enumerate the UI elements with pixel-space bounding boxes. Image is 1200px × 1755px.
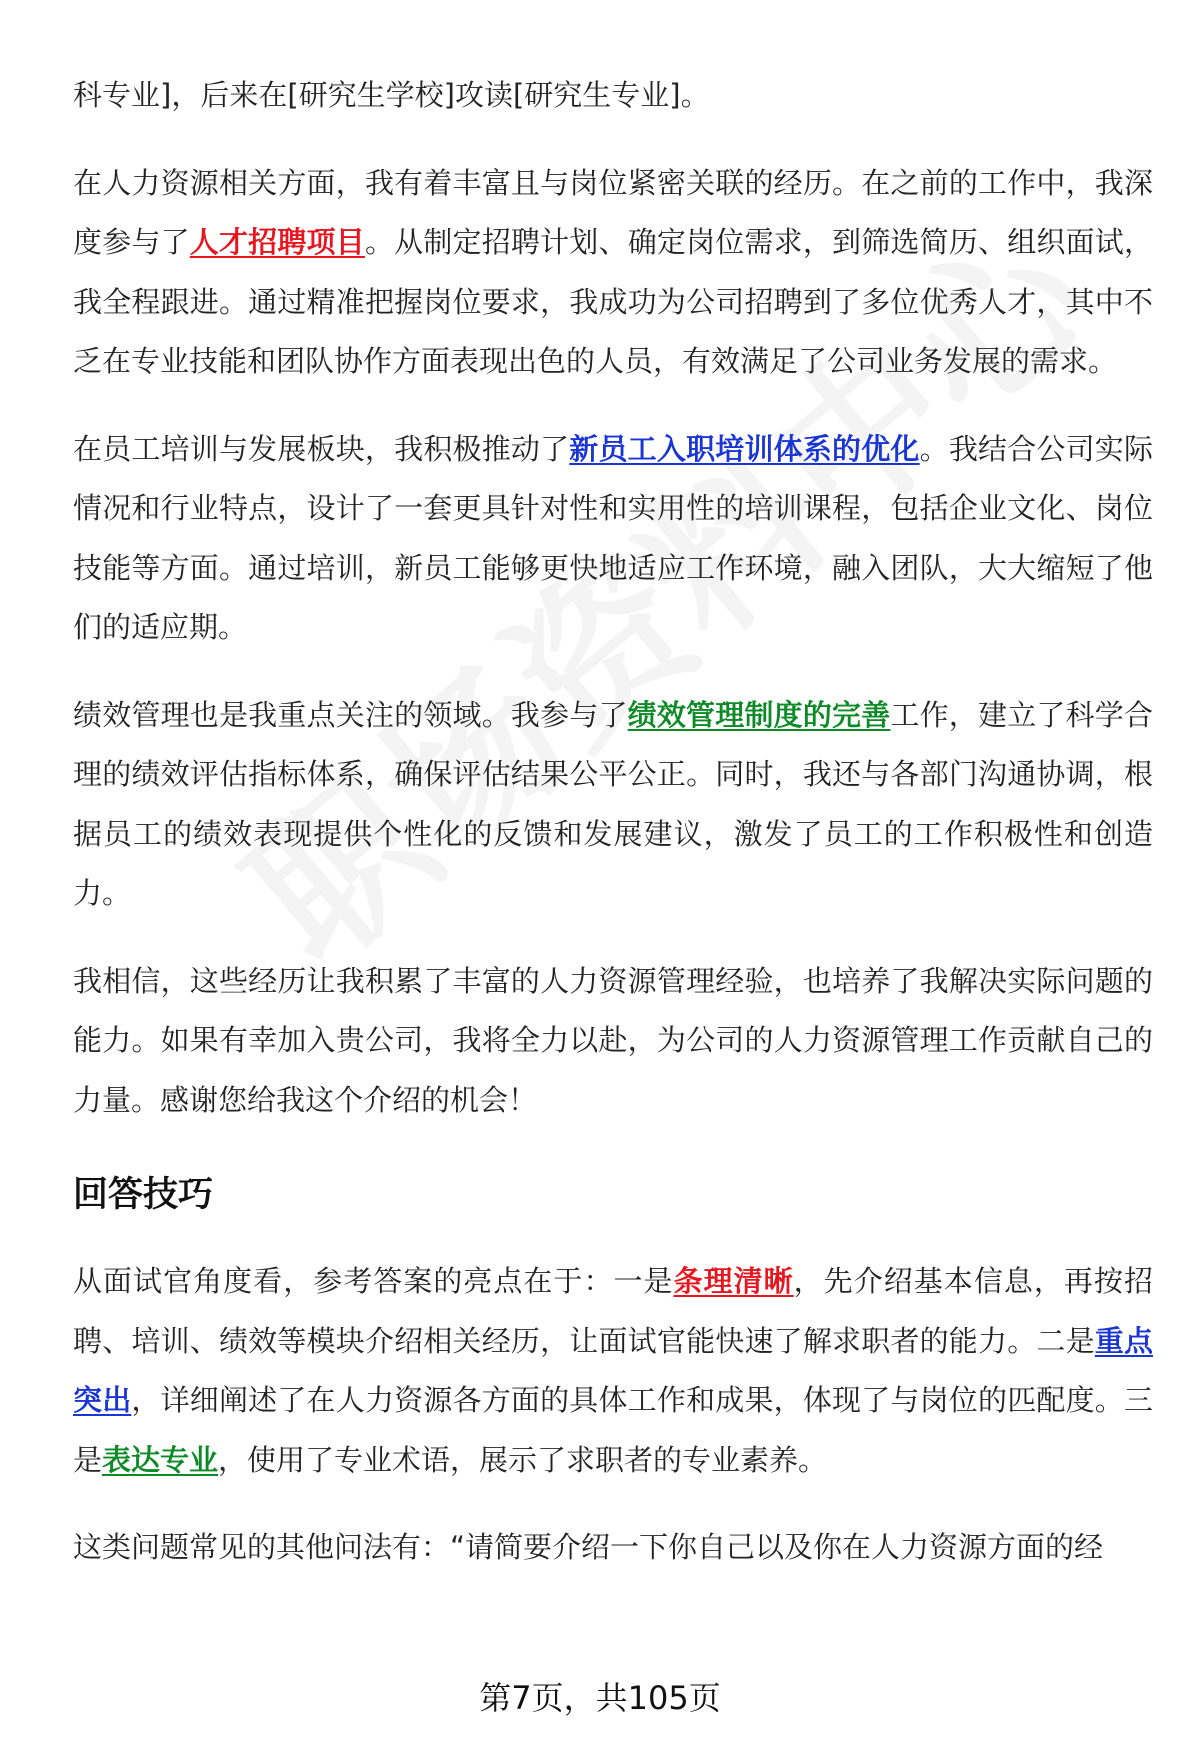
paragraph-other-questions [73, 1518, 1153, 1578]
paragraph-text: 。从制定招聘计划、确定岗位需求，到筛选简历、组织面试，我全程跟进。通过精准把握岗位要求，我成功为公司招聘到了多位优秀人才，其中不乏在专业技能和团队协作方面表现出色的人员，有效满足了公司业务发展的需求。 [73, 225, 1153, 378]
paragraph-text: ，先介绍基本信息，再按招聘、培训、绩效等模块介绍相关经历，让面试官能快速了解求职者的能力。二是 [73, 1264, 1153, 1358]
highlight-training-system: 新员工入职培训体系的优化 [569, 431, 920, 466]
paragraph-text: 绩效管理也是我重点关注的领域。我参与了 [73, 697, 628, 732]
paragraph-text: 科专业]，后来在[研究生学校]攻读[研究生专业]。 [73, 78, 710, 112]
highlight-recruitment-project: 人才招聘项目 [189, 225, 365, 259]
paragraph-text: 。我结合公司实际情况和行业特点，设计了一套更具针对性和实用性的培训课程，包括企业文化、岗位技能等方面。通过培训，新员工能够更快地适应工作环境，融入团队，大大缩短了他们的适应期。 [73, 431, 1153, 644]
paragraph-text: 这类问题常见的其他问法有：“请简要介绍一下你自己以及你在人力资源方面的经 [73, 1530, 1104, 1564]
paragraph-text: 工作，建立了科学合理的绩效评估指标体系，确保评估结果公平公正。同时，我还与各部门沟通协调，根据员工的绩效表现提供个性化的反馈和发展建议，激发了员工的工作积极性和创造力。 [73, 697, 1153, 910]
highlight-professional-expression: 表达专业 [102, 1442, 219, 1477]
paragraph-education [73, 66, 1153, 126]
document-body [73, 66, 1153, 1606]
highlight-key-points: 重点突出 [73, 1323, 1153, 1417]
paragraph-text: ，详细阐述了在人力资源各方面的具体工作和成果，体现了与岗位的匹配度。三是 [73, 1383, 1153, 1477]
paragraph-performance [73, 686, 1153, 924]
highlight-performance-system: 绩效管理制度的完善 [627, 697, 891, 732]
paragraph-text: 我相信，这些经历让我积累了丰富的人力资源管理经验，也培养了我解决实际问题的能力。如果有幸加入贵公司，我将全力以赴，为公司的人力资源管理工作贡献自己的力量。感谢您给我这个介绍的机会！ [73, 963, 1153, 1117]
section-heading: 回答技巧 [73, 1175, 214, 1215]
paragraph-text: ，使用了专业术语，展示了求职者的专业素养。 [218, 1442, 828, 1477]
paragraph-training [73, 420, 1153, 658]
paragraph-tips [73, 1252, 1153, 1490]
paragraph-text: 在员工培训与发展板块，我积极推动了 [73, 431, 570, 466]
paragraph-text: 在人力资源相关方面，我有着丰富且与岗位紧密关联的经历。在之前的工作中，我深度参与了 [73, 165, 1153, 259]
paragraph-text: 从面试官角度看，参考答案的亮点在于：一是 [73, 1264, 674, 1298]
paragraph-conclusion [73, 952, 1153, 1131]
paragraph-recruitment [73, 154, 1153, 392]
page-number: 第7页，共105页 [479, 1679, 721, 1717]
highlight-clear-structure: 条理清晰 [673, 1264, 794, 1298]
